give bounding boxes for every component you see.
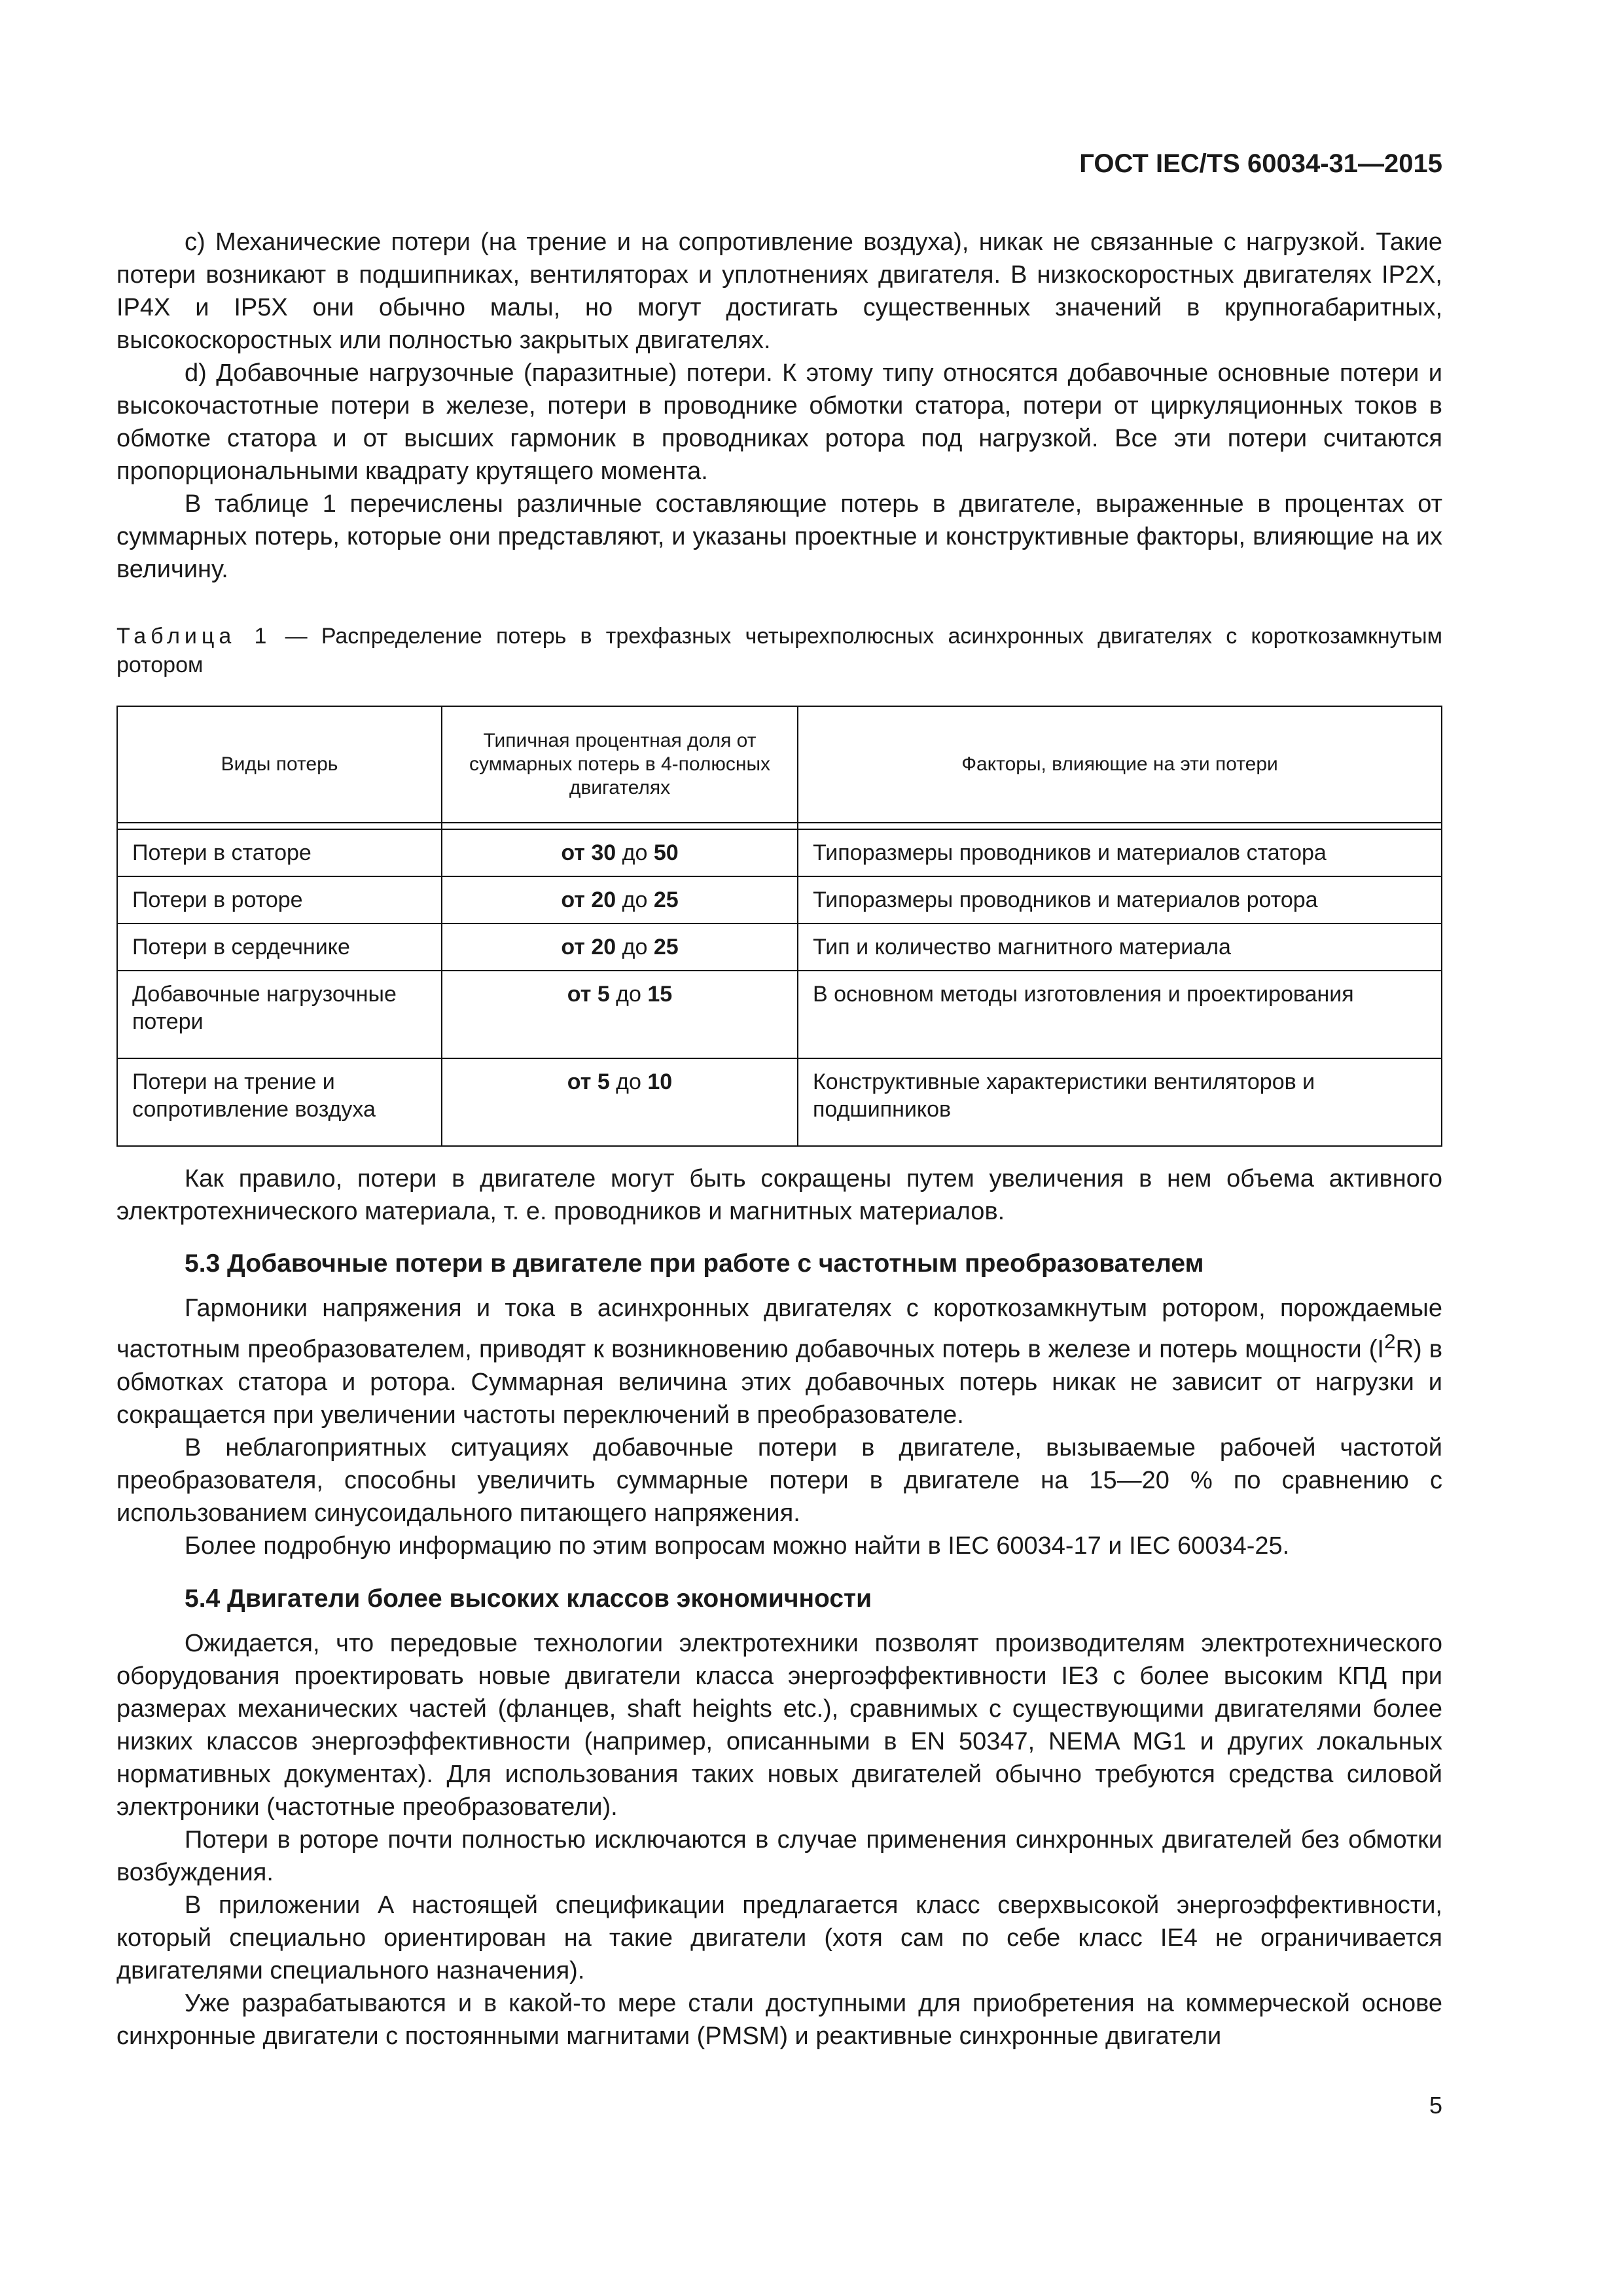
paragraph-advanced-tech: Ожидается, что передовые технологии электротехники позволят производителям электротехнического оборудования проектировать новые двигатели класса энергоэффективности IE3 с более высоким КПД при размерах механических частей (фланцев, shaft heights etc.), сравнимых с существующими двигателями более низких классов энергоэффективности (например, описанными в EN 50347, NEMA MG1 и других локальных нормативных документах). Для использования таких новых двигателей обычно требуются средства силовой электроники (частотные преобразователи). [116, 1630, 1442, 1821]
cell-factors: Типоразмеры проводников и материалов статора [798, 829, 1442, 876]
table-caption [116, 622, 1442, 679]
cell-loss-type: Потери в сердечнике [117, 924, 442, 971]
cell-factors: Конструктивные характеристики вентиляторов и подшипников [798, 1058, 1442, 1146]
paragraph-pmsm: Уже разрабатываются и в какой-то мере стали доступными для приобретения на коммерческой основе синхронные двигатели с постоянными магнитами (PMSM) и реактивные синхронные двигатели [116, 1990, 1442, 2050]
paragraph-after-table: Как правило, потери в двигателе могут быть сокращены путем увеличения в нем объема активного электротехнического материала, т. е. проводников и магнитных материалов. [116, 1165, 1442, 1225]
table-row [117, 1058, 1442, 1146]
table-row [117, 924, 1442, 971]
table-row [117, 876, 1442, 924]
intro-text [116, 226, 1442, 586]
document-header: ГОСТ IEC/TS 60034-31—2015 [1079, 149, 1442, 178]
header-factors: Факторы, влияющие на эти потери [798, 706, 1442, 823]
paragraph-rotor-losses: Потери в роторе почти полностью исключаются в случае применения синхронных двигателей без обмотки возбуждения. [116, 1826, 1442, 1886]
paragraph-harmonics: Гармоники напряжения и тока в асинхронных двигателях с короткозамкнутым ротором, порождаемые частотным преобразователем, приводят к возникновению добавочных потерь в железе и потерь мощности $(I^2R)$ в обмотках статора и ротора. Суммарная величина этих добавочных потерь никак не зависит от нагрузки и сокращается при увеличении частоты переключений в преобразователе. [116, 1295, 1443, 1429]
paragraph-annex-a: В приложении А настоящей спецификации предлагается класс сверхвысокой энергоэффективности, который специально ориентирован на такие двигатели (хотя сам по себе класс IE4 не ограничивается двигателями специального назначения). [116, 1892, 1442, 1984]
cell-factors: Тип и количество магнитного материала [798, 924, 1442, 971]
table-caption-label: Таблица 1 [116, 624, 272, 649]
header-percentage: Типичная процентная доля от суммарных потерь в 4-полюсных двигателях [442, 706, 798, 823]
table-caption-text: — Распределение потерь в трехфазных четырехполюсных асинхронных двигателях с короткозамкнутым ротором [116, 624, 1443, 677]
section-5-4-title: 5.4 Двигатели более высоких классов экономичности [185, 1585, 872, 1613]
cell-factors: Типоразмеры проводников и материалов ротора [798, 876, 1442, 924]
paragraph-more-info: Более подробную информацию по этим вопросам можно найти в IEC 60034-17 и IEC 60034-25. [185, 1532, 1290, 1560]
after-table-text [116, 1162, 1442, 1228]
cell-loss-type: Потери в статоре [117, 829, 442, 876]
cell-loss-type: Потери на трение и сопротивление воздуха [117, 1058, 442, 1146]
table-gap-row [117, 823, 1442, 829]
table-row [117, 829, 1442, 876]
table-header-row [117, 706, 1442, 823]
loss-distribution-table [116, 706, 1442, 1147]
paragraph-adverse-situations: В неблагоприятных ситуациях добавочные потери в двигателе, вызываемые рабочей частотой преобразователя, способны увеличить суммарные потери в двигателе на 15—20 % по сравнению с использованием синусоидального питающего напряжения. [116, 1433, 1442, 1527]
page-number: 5 [1429, 2092, 1442, 2119]
section-5-3 [116, 1247, 1442, 1562]
cell-loss-type: Добавочные нагрузочные потери [117, 971, 442, 1058]
cell-percentage: от 5 до 15 [442, 971, 798, 1058]
cell-factors: В основном методы изготовления и проектирования [798, 971, 1442, 1058]
cell-percentage: от 30 до 50 [442, 829, 798, 876]
paragraph-mechanical-losses: c) Механические потери (на трение и на сопротивление воздуха), никак не связанные с нагрузкой. Такие потери возникают в подшипниках, вентиляторах и уплотнениях двигателя. В низкоскоростных двигателях IP2X, IP4X и IP5X они обычно малы, но могут достигать существенных значений в крупногабаритных, высокоскоростных или полностью закрытых двигателях. [116, 228, 1442, 354]
cell-percentage: от 20 до 25 [442, 876, 798, 924]
section-5-3-title: 5.3 Добавочные потери в двигателе при работе с частотным преобразователем [185, 1249, 1204, 1278]
cell-percentage: от 20 до 25 [442, 924, 798, 971]
header-loss-type: Виды потерь [117, 706, 442, 823]
cell-loss-type: Потери в роторе [117, 876, 442, 924]
table-row [117, 971, 1442, 1058]
paragraph-table-intro: В таблице 1 перечислены различные составляющие потерь в двигателе, выраженные в процентах от суммарных потерь, которые они представляют, и указаны проектные и конструктивные факторы, влияющие на их величину. [116, 490, 1442, 583]
cell-percentage: от 5 до 10 [442, 1058, 798, 1146]
section-5-4 [116, 1583, 1442, 2053]
paragraph-stray-losses: d) Добавочные нагрузочные (паразитные) потери. К этому типу относятся добавочные основные потери и высокочастотные потери в железе, потери в проводнике обмотки статора, потери от циркуляционных токов в обмотке статора и от высших гармоник в проводниках ротора под нагрузкой. Все эти потери считаются пропорциональными квадрату крутящего момента. [116, 359, 1442, 485]
